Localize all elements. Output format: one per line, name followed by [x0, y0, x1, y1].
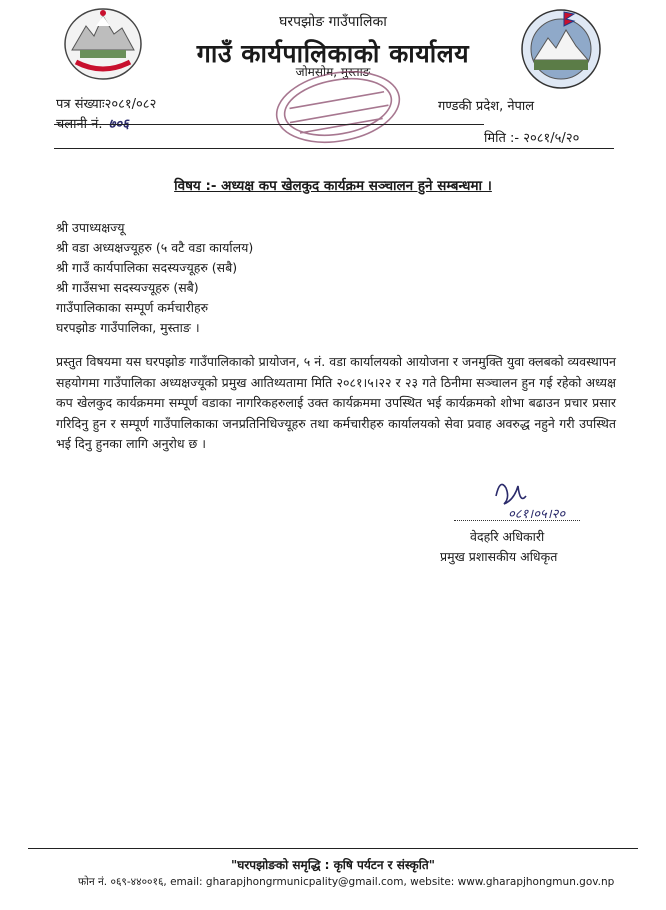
- footer-contact: फोन नं. ०६९-४४००१६, email: gharapjhongrmunicpality@gmail.com, website: www.gharapjhongmun.gov.np: [78, 876, 615, 888]
- recipient-line: श्री गाउँ कार्यपालिका सदस्यज्यूहरु (सबै): [56, 260, 238, 275]
- recipient-line: घरपझोङ गाउँपालिका, मुस्ताङ ।: [56, 320, 200, 335]
- footer-slogan: "घरपझोङको समृद्धि : कृषि पर्यटन र संस्कृति": [231, 858, 435, 872]
- recipient-line: श्री वडा अध्यक्षज्यूहरु (५ वटै वडा कार्यालय): [56, 240, 254, 255]
- letter-date: मिति :- २०८१/५/२०: [484, 131, 580, 146]
- handwritten-signature-icon: [466, 474, 596, 524]
- signature-date: ०८१।०५।२०: [508, 507, 566, 522]
- dispatch-number-value: ७०६: [108, 117, 129, 132]
- office-title: गाउँ कार्यपालिकाको कार्यालय: [196, 39, 470, 68]
- letter-body: प्रस्तुत विषयमा यस घरपझोङ गाउँपालिकाको प्रायोजन, ५ नं. वडा कार्यालयको आयोजना र जनमुक्ति युवा क्लबको व्यवस्थापन सहयोगमा गाउँपालिका अध्यक्षज्यूको प्रमुख आतिथ्यतामा मिति २०८१।५।२२ र २३ गते ठिनीमा सञ्चालन हुन गई रहेको अध्यक्ष कप खेलकुद कार्यक्रममा सम्पूर्ण वडाका नागरिकहरुलाई उक्त कार्यक्रममा उपस्थित भई कार्यक्रमको शोभा बढाउन प्रचार प्रसार गरिदिनु हुन र सम्पूर्ण गाउँपालिकाका जनप्रतिनिधिज्यूहरु तथा कर्मचारीहरु कार्यालयको सेवा प्रवाह अवरुद्ध नहुने गरी उपस्थित भई दिनु हुनका लागि अनुरोध छ ।: [56, 354, 616, 451]
- date-divider: [54, 148, 614, 149]
- footer-divider: [28, 848, 638, 849]
- province-label: गण्डकी प्रदेश, नेपाल: [438, 99, 535, 114]
- letter-subject: विषय :- अध्यक्ष कप खेलकुद कार्यक्रम सञ्चालन हुने सम्बन्धमा ।: [174, 178, 492, 194]
- office-location: जोमसोम, मुस्ताङ: [295, 65, 371, 79]
- letter-number-label: पत्र संख्याः: [56, 97, 105, 112]
- letter-number-value: २०८१/०८२: [104, 97, 157, 112]
- header-divider: [54, 124, 484, 125]
- recipient-line: गाउँपालिकाका सम्पूर्ण कर्मचारीहरु: [56, 300, 209, 315]
- signature-line: [454, 520, 580, 521]
- signer-name: वेदहरि अधिकारी: [470, 529, 545, 544]
- dispatch-number: [56, 114, 139, 132]
- letter-number: [56, 94, 156, 112]
- recipient-line: श्री गाउँसभा सदस्यज्यूहरु (सबै): [56, 280, 199, 295]
- dispatch-number-label: चलानी नं.: [56, 117, 103, 132]
- signer-title: प्रमुख प्रशासकीय अधिकृत: [440, 549, 558, 564]
- office-stamp-icon: [258, 52, 418, 162]
- recipient-line: श्री उपाध्यक्षज्यू: [56, 220, 125, 235]
- municipality-name: घरपझोङ गाउँपालिका: [279, 14, 387, 30]
